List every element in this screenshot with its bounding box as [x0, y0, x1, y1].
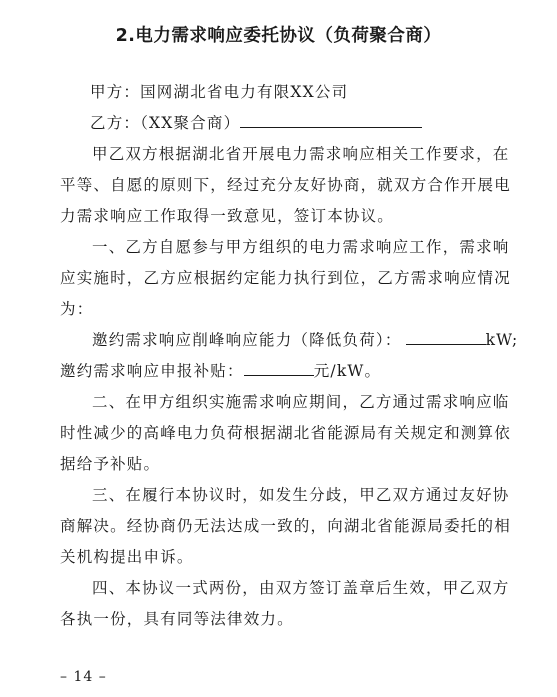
- subsidy-line: [60, 356, 500, 387]
- intro-line-1: 甲乙双方根据湖北省开展电力需求响应相关工作要求，在: [92, 145, 510, 163]
- clause1-line-1: 一、乙方自愿参与甲方组织的电力需求响应工作，需求响: [92, 238, 510, 256]
- party-a-line: [60, 77, 500, 108]
- clause2-line-3: 据给予补贴。: [60, 455, 161, 473]
- clause2-line-1: 二、在甲方组织实施需求响应期间，乙方通过需求响应临: [92, 393, 510, 411]
- clause4-line-1: 四、本协议一式两份，由双方签订盖章后生效，甲乙双方: [92, 579, 510, 597]
- page-number: – 14 –: [60, 669, 107, 685]
- subsidy-unit: 元/kW。: [313, 362, 382, 380]
- clause1-line-2: 应实施时，乙方应根据约定能力执行到位，乙方需求响应情况: [60, 269, 511, 287]
- party-b-label: 乙方：: [90, 114, 141, 132]
- party-a-value: 国网湖北省电力有限XX公司: [140, 83, 349, 101]
- agreement-body: [60, 77, 519, 635]
- clause4-line-2: 各执一份，具有同等法律效力。: [60, 610, 294, 628]
- party-b-value: （XX聚合商）: [140, 114, 241, 132]
- intro-line-2: 平等、自愿的原则下，经过充分友好协商，就双方合作开展电: [60, 176, 511, 194]
- capacity-label: 邀约需求响应削峰响应能力（降低负荷）：: [92, 331, 402, 349]
- capacity-unit: kW;: [485, 331, 519, 349]
- party-b-line: [60, 108, 500, 139]
- party-a-label: 甲方：: [90, 83, 141, 101]
- intro-line-3: 力需求响应工作取得一致意见，签订本协议。: [60, 207, 395, 225]
- clause3-line-1: 三、在履行本协议时，如发生分歧，甲乙双方通过友好协: [92, 486, 510, 504]
- clause1-line-3: 为：: [60, 300, 94, 318]
- capacity-blank: [406, 327, 486, 345]
- clause3-line-2: 商解决。经协商仍无法达成一致的，向湖北省能源局委托的相: [60, 517, 511, 535]
- document-title: 2.电力需求响应委托协议（负荷聚合商）: [115, 26, 442, 46]
- clause3-line-3: 关机构提出申诉。: [60, 548, 194, 566]
- party-b-blank: [240, 110, 422, 128]
- clause2-line-2: 时性减少的高峰电力负荷根据湖北省能源局有关规定和测算依: [60, 424, 511, 442]
- subsidy-label: 邀约需求响应申报补贴：: [60, 362, 244, 380]
- capacity-line: [60, 325, 519, 356]
- subsidy-blank: [244, 358, 314, 376]
